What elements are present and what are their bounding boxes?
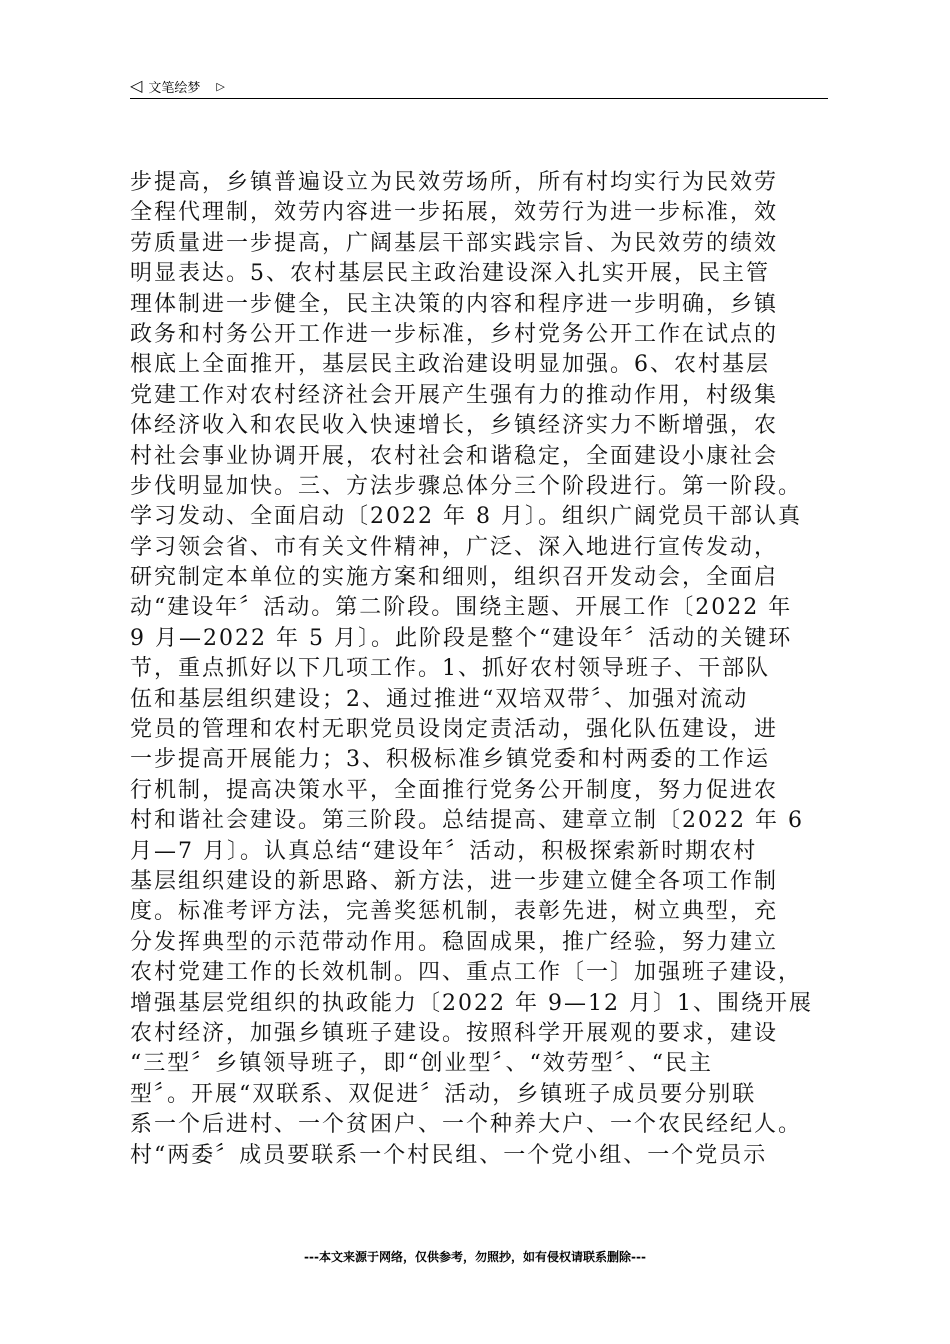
document-body: [130, 168, 850, 1171]
body-line: 度。标准考评方法，完善奖惩机制，表彰先进，树立典型，充: [130, 899, 779, 925]
body-line: 动“建设年〞活动。第二阶段。围绕主题、开展工作〔2022 年: [130, 595, 793, 621]
body-line: 月—7 月〕。认真总结“建设年〞活动，积极探索新时期农村: [130, 838, 758, 864]
body-line: 政务和村务公开工作进一步标准，乡村党务公开工作在试点的: [130, 321, 779, 347]
body-line: 步提高，乡镇普遍设立为民效劳场所，所有村均实行为民效劳: [130, 170, 779, 195]
body-line: 村社会事业协调开展，农村社会和谐稳定，全面建设小康社会: [130, 443, 779, 469]
triangle-right-icon: ▷: [216, 79, 225, 93]
body-line: 理体制进一步健全，民主决策的内容和程序进一步明确，乡镇: [130, 291, 779, 317]
body-line: 一步提高开展能力；3、积极标准乡镇党委和村两委的工作运: [130, 747, 770, 773]
body-line: 步伐明显加快。三、方法步骤总体分三个阶段进行。第一阶段。: [130, 473, 803, 499]
body-line: 明显表达。5、农村基层民主政治建设深入扎实开展，民主管: [130, 261, 770, 287]
body-line: “三型〞乡镇领导班子，即“创业型〞、“效劳型〞、“民主: [130, 1051, 713, 1077]
body-line: 农村党建工作的长效机制。四、重点工作〔一〕加强班子建设，: [130, 960, 803, 986]
triangle-left-icon: ◁: [130, 76, 143, 95]
body-line: 系一个后进村、一个贫困户、一个种养大户、一个农民经纪人。: [130, 1112, 803, 1138]
body-line: 增强基层党组织的执政能力〔2022 年 9—12 月〕1、围绕开展: [130, 990, 813, 1016]
footer-disclaimer: ---本文来源于网络，仅供参考，勿照抄，如有侵权请联系删除---: [304, 1250, 646, 1264]
body-line: 党建工作对农村经济社会开展产生强有力的推动作用，村级集: [130, 382, 779, 408]
document-header: [130, 74, 828, 98]
body-line: 型〞。开展“双联系、双促进〞活动，乡镇班子成员要分别联: [130, 1081, 757, 1107]
body-line: 研究制定本单位的实施方案和细则，组织召开发动会，全面启: [130, 565, 779, 591]
header-title: 文笔绘梦: [148, 80, 201, 96]
body-line: 基层组织建设的新思路、新方法，进一步建立健全各项工作制: [130, 868, 779, 894]
body-line: 学习发动、全面启动〔2022 年 8 月〕。组织广阔党员干部认真: [130, 504, 802, 530]
body-line: 根底上全面推开，基层民主政治建设明显加强。6、农村基层: [130, 352, 770, 378]
body-line: 全程代理制，效劳内容进一步拓展，效劳行为进一步标准，效: [130, 200, 779, 226]
body-line: 9 月—2022 年 5 月〕。此阶段是整个“建设年〞活动的关键环: [130, 625, 793, 651]
header-divider: [130, 98, 828, 99]
body-line: 农村经济，加强乡镇班子建设。按照科学开展观的要求，建设: [130, 1020, 779, 1046]
body-line: 村和谐社会建设。第三阶段。总结提高、建章立制〔2022 年 6: [130, 808, 804, 834]
body-line: 体经济收入和农民收入快速增长，乡镇经济实力不断增强，农: [130, 413, 779, 439]
body-line: 行机制，提高决策水平，全面推行党务公开制度，努力促进农: [130, 777, 779, 803]
body-line: 学习领会省、市有关文件精神，广泛、深入地进行宣传发动，: [130, 534, 779, 560]
body-line: 分发挥典型的示范带动作用。稳固成果，推广经验，努力建立: [130, 929, 779, 955]
body-line: 伍和基层组织建设；2、通过推进“双培双带〞、加强对流动: [130, 686, 749, 712]
body-line: 村“两委〞成员要联系一个村民组、一个党小组、一个党员示: [130, 1142, 768, 1168]
body-line: 节，重点抓好以下几项工作。1、抓好农村领导班子、干部队: [130, 656, 770, 682]
body-line: 党员的管理和农村无职党员设岗定责活动，强化队伍建设，进: [130, 717, 779, 743]
body-line: 劳质量进一步提高，广阔基层干部实践宗旨、为民效劳的绩效: [130, 230, 779, 256]
